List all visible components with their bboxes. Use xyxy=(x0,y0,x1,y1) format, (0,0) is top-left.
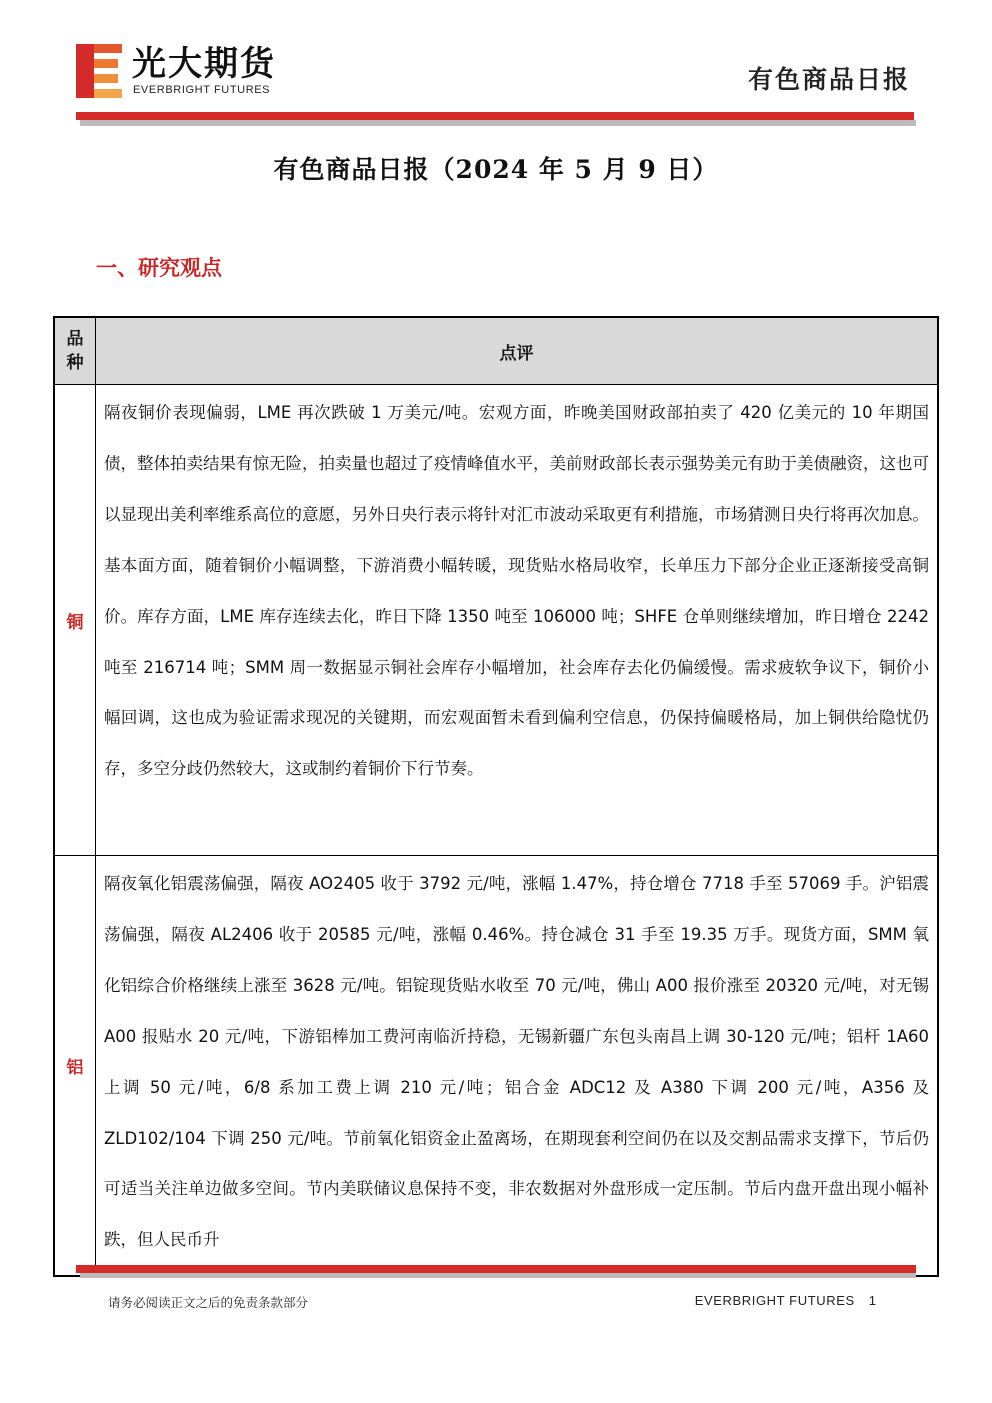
section-heading: 一、研究观点 xyxy=(96,255,222,280)
footer-rule-shadow xyxy=(80,1273,916,1278)
brand-name-en: EVERBRIGHT FUTURES xyxy=(133,84,271,96)
commentary-table xyxy=(53,316,939,1277)
footer-rule xyxy=(76,1265,916,1273)
variety-label-aluminum: 铝 xyxy=(66,1058,84,1078)
header-rule-shadow xyxy=(80,120,916,126)
variety-header-label-1: 品 xyxy=(66,329,84,349)
brand-name-cn: 光大期货 xyxy=(132,44,276,84)
page-number: 1 xyxy=(868,1293,876,1308)
variety-header-label-2: 种 xyxy=(66,353,84,373)
table-row-aluminum xyxy=(55,855,937,1275)
variety-label-copper: 铜 xyxy=(66,612,84,633)
table-header-row xyxy=(55,318,937,384)
header-rule xyxy=(76,112,914,120)
report-type-label: 有色商品日报 xyxy=(747,65,910,94)
variety-header-cell xyxy=(55,318,96,384)
comment-text-aluminum: 隔夜氧化铝震荡偏强，隔夜 AO2405 收于 3792 元/吨，涨幅 1.47%，持仓增仓 7718 手至 57069 手。沪铝震荡偏强，隔夜 AL2406 收于 20585 元/吨，涨幅 0.46%。持仓减仓 31 手至 19.35 万手。现货方面，SMM 氧化铝综合价格继续上涨至 3628 元/吨。铝锭现货贴水收至 70 元/吨，佛山 A00 报价涨至 20320 元/吨，对无锡 A00 报贴水 20 元/吨，下游铝棒加工费河南临沂持稳，无锡新疆广东包头南昌上调 30-120 元/吨；铝杆 1A60 上调 50 元/吨，6/8 系加工费上调 210 元/吨；铝合金 ADC12 及 A380 下调 200 元/吨，A356 及 ZLD102/104 下调 250 元/吨。节前氧化铝资金止盈离场，在期现套利空间仍在以及交割品需求支撑下，节后仍可适当关注单边做多空间。节内美联储议息保持不变，非农数据对外盘形成一定压制。节后内盘开盘出现小幅补跌，但人民币升 xyxy=(104,874,929,1250)
footer-brand: EVERBRIGHT FUTURES xyxy=(694,1293,855,1308)
disclaimer-text: 请务必阅读正文之后的免责条款部分 xyxy=(108,1295,309,1310)
variety-cell xyxy=(55,856,96,1275)
everbright-logo-icon xyxy=(76,44,122,98)
variety-cell xyxy=(55,385,96,855)
page-title: 有色商品日报（2024 年 5 月 9 日） xyxy=(273,155,719,184)
comment-text-copper: 隔夜铜价表现偏弱，LME 再次跌破 1 万美元/吨。宏观方面，昨晚美国财政部拍卖了 420 亿美元的 10 年期国债，整体拍卖结果有惊无险，拍卖量也超过了疫情峰值水平，美前财政部长表示强势美元有助于美债融资，这也可以显现出美利率维系高位的意愿，另外日央行表示将针对汇市波动采取更有利措施，市场猜测日央行将再次加息。基本面方面，随着铜价小幅调整，下游消费小幅转暖，现货贴水格局收窄，长单压力下部分企业正逐渐接受高铜价。库存方面，LME 库存连续去化，昨日下降 1350 吨至 106000 吨；SHFE 仓单则继续增加，昨日增仓 2242 吨至 216714 吨；SMM 周一数据显示铜社会库存小幅增加，社会库存去化仍偏缓慢。需求疲软争议下，铜价小幅回调，这也成为验证需求现况的关键期，而宏观面暂未看到偏利空信息，仍保持偏暖格局，加上铜供给隐忧仍存，多空分歧仍然较大，这或制约着铜价下行节奏。 xyxy=(104,403,929,779)
table-row-copper xyxy=(55,384,937,855)
comment-header-cell: 点评 xyxy=(96,318,937,384)
